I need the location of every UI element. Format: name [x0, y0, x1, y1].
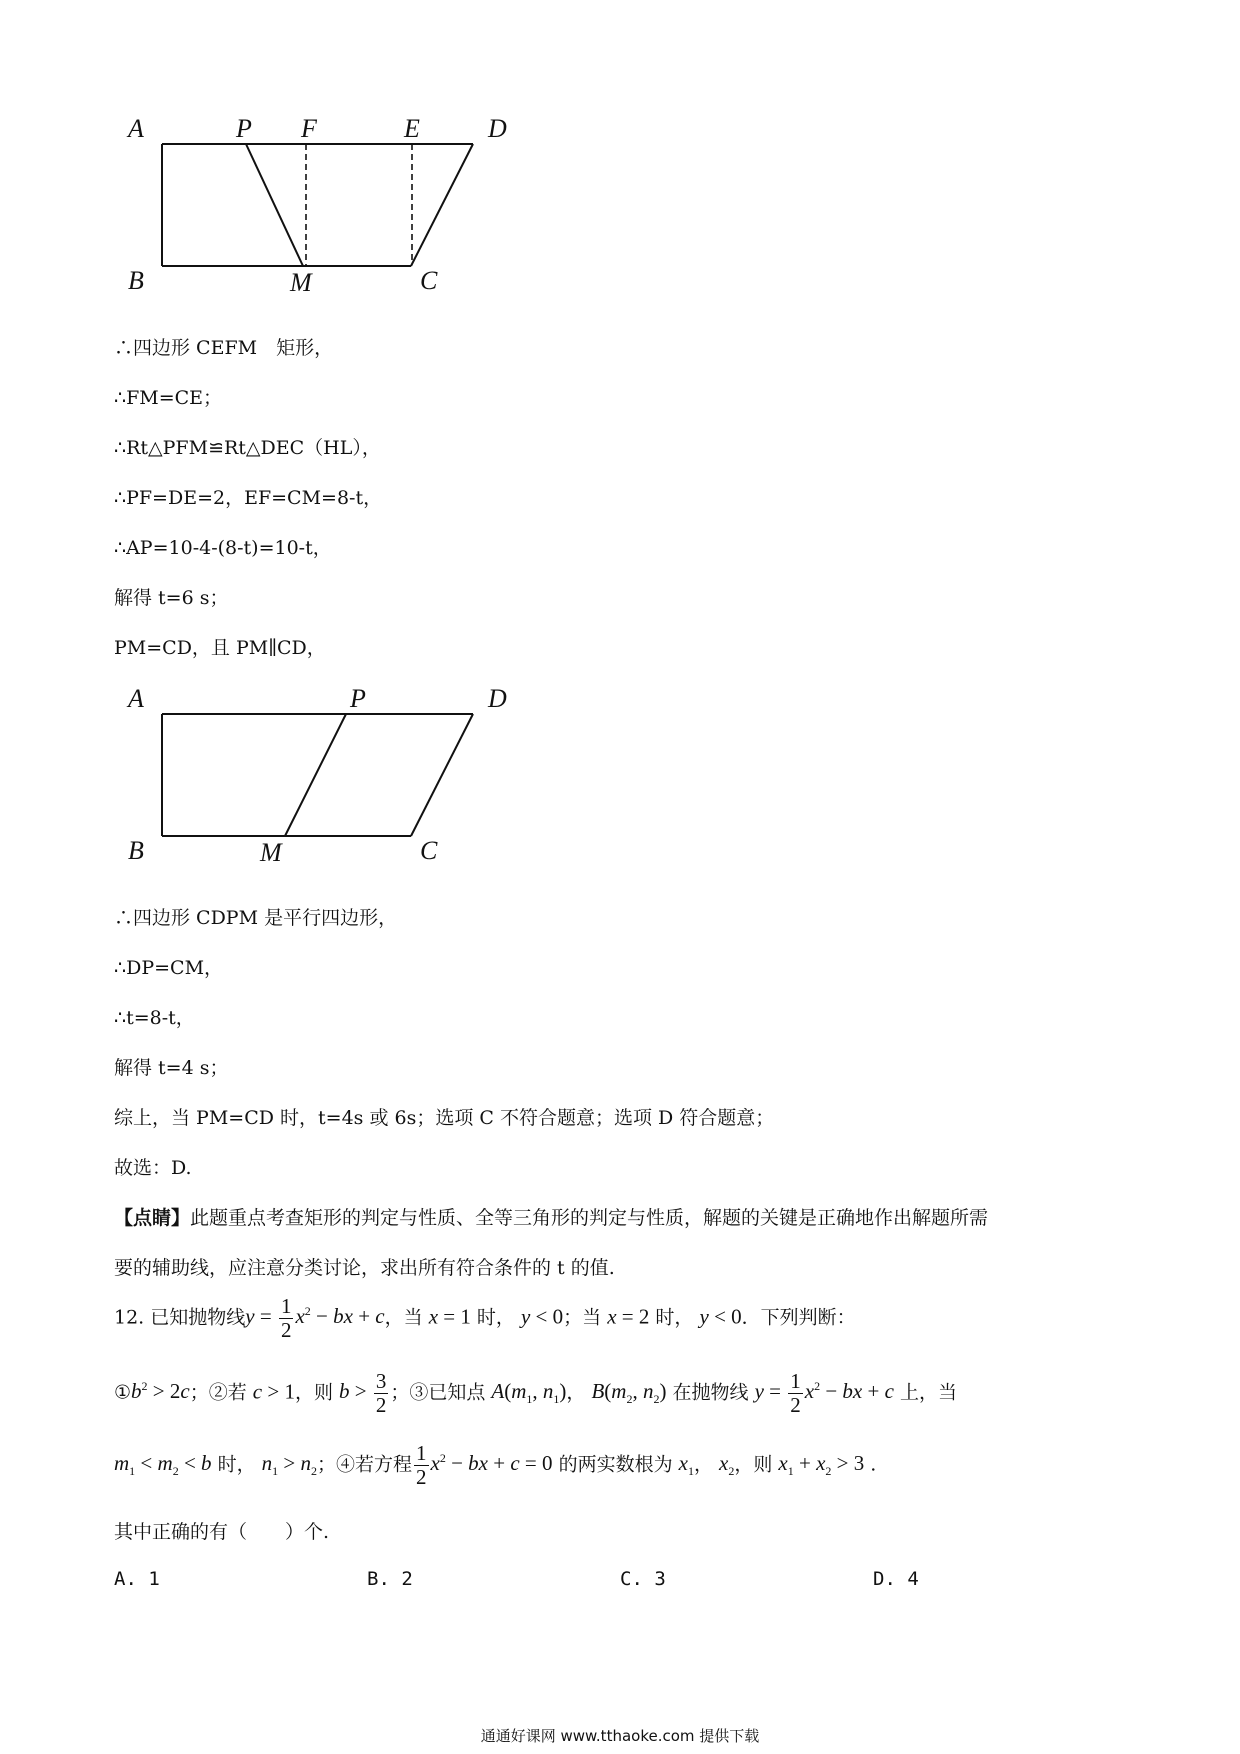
- figure-1-trapezoid: [110, 110, 530, 300]
- q12-text: ，当: [384, 1306, 423, 1329]
- q12-text: ．下列判断：: [741, 1306, 856, 1329]
- q12-stem: 已知抛物线: [150, 1306, 246, 1329]
- segment-PM: [285, 714, 346, 836]
- q12-text: 时，: [217, 1453, 256, 1476]
- q12-question: 其中正确的有（ ）个.: [114, 1521, 330, 1543]
- label-A: A: [128, 114, 144, 143]
- solution-line: ∴四边形 CDPM 是平行四边形，: [114, 907, 398, 929]
- solution-line: ∴PF=DE=2，EF=CM=8-t，: [114, 487, 383, 509]
- q12-text: ；③已知点: [390, 1381, 486, 1404]
- solution-line: 解得 t=4 s；: [114, 1057, 229, 1079]
- solution-line: ∴四边形 CEFM 矩形，: [114, 337, 334, 359]
- comment-line-1: [114, 1206, 988, 1231]
- q12-text: ；②若: [189, 1381, 247, 1404]
- solution-line: ∴Rt△PFM≌Rt△DEC（HL），: [114, 437, 381, 459]
- q12-text: ①: [114, 1381, 132, 1404]
- label-M: M: [290, 268, 312, 297]
- segment-CD: [411, 714, 473, 836]
- option-b[interactable]: B. 2: [367, 1568, 413, 1590]
- solution-line: ∴FM=CE；: [114, 387, 223, 409]
- solution-line: ∴DP=CM，: [114, 957, 224, 979]
- label-A: A: [128, 684, 144, 713]
- option-c[interactable]: C. 3: [620, 1568, 666, 1590]
- q12-text: ；当: [563, 1306, 602, 1329]
- option-a[interactable]: A. 1: [114, 1568, 160, 1590]
- solution-line: 故选：D.: [114, 1157, 192, 1179]
- q12-text: 上，当: [899, 1381, 957, 1404]
- solution-line: ∴t=8-t，: [114, 1007, 195, 1029]
- q12-line-1: 12. 已知抛物线y = $\frac{1}{2}$ $x^2$ − bx + c，当 x = 1 时， y < 0；当 x = 2 时， y < 0．下列判断：: [114, 1294, 856, 1343]
- label-C: C: [420, 266, 438, 295]
- q12-text: 在抛物线: [672, 1381, 749, 1404]
- figure-2-parallelogram: [110, 680, 530, 870]
- comment-tag: 【点睛】: [114, 1207, 191, 1229]
- q12-text: ，则: [734, 1453, 773, 1476]
- label-B: B: [128, 836, 144, 865]
- segment-PM: [246, 144, 303, 266]
- label-M: M: [260, 838, 282, 867]
- solution-line: 综上，当 PM=CD 时，t=4s 或 6s；选项 C 不符合题意；选项 D 符合题意；: [114, 1107, 775, 1129]
- label-P: P: [236, 114, 252, 143]
- label-P: P: [350, 684, 366, 713]
- q12-text: ；④若方程: [316, 1453, 412, 1476]
- q12-text: 时，: [655, 1306, 694, 1329]
- label-F: F: [301, 114, 317, 143]
- label-D: D: [488, 114, 507, 143]
- label-D: D: [488, 684, 507, 713]
- q12-text: 的两实数根为: [558, 1453, 673, 1476]
- solution-line: ∴AP=10-4-(8-t)=10-t，: [114, 537, 332, 559]
- segment-CD: [411, 144, 473, 266]
- label-C: C: [420, 836, 438, 865]
- comment-text-1: 此题重点考查矩形的判定与性质、全等三角形的判定与性质，解题的关键是正确地作出解题所需: [190, 1207, 989, 1229]
- label-B: B: [128, 266, 144, 295]
- q12-line-2: $①b^2 > 2c$；②若 c > 1，则 b > $\frac{3}{2}$ ；③已知点 $A(m_1$, $n_1$)， $B(m_2$, $n_2$) 在抛物线 y = $\frac{1}{2}$ $x^2$ − bx + c 上，当: [114, 1369, 957, 1418]
- q12-text: 时，: [476, 1306, 515, 1329]
- comment-line-2: 要的辅助线，应注意分类讨论，求出所有符合条件的 t 的值.: [114, 1257, 615, 1279]
- label-E: E: [404, 114, 420, 143]
- solution-line: PM=CD，且 PM∥CD，: [114, 637, 326, 659]
- solution-line: 解得 t=6 s；: [114, 587, 229, 609]
- q12-text: ，则: [294, 1381, 333, 1404]
- q12-number: 12.: [114, 1306, 145, 1329]
- page-footer: 通通好课网 www.tthaoke.com 提供下载: [480, 1727, 760, 1745]
- option-d[interactable]: D. 4: [873, 1568, 919, 1590]
- q12-line-3: $m_1 < m_2 < b$ 时， $n_1 > n_2$；④若方程 $\frac{1}{2}$ $x^2$ − bx + c = 0 的两实数根为 $x_1$， $x_2$，则 $x_1 + x_2 > 3$ .: [114, 1441, 877, 1490]
